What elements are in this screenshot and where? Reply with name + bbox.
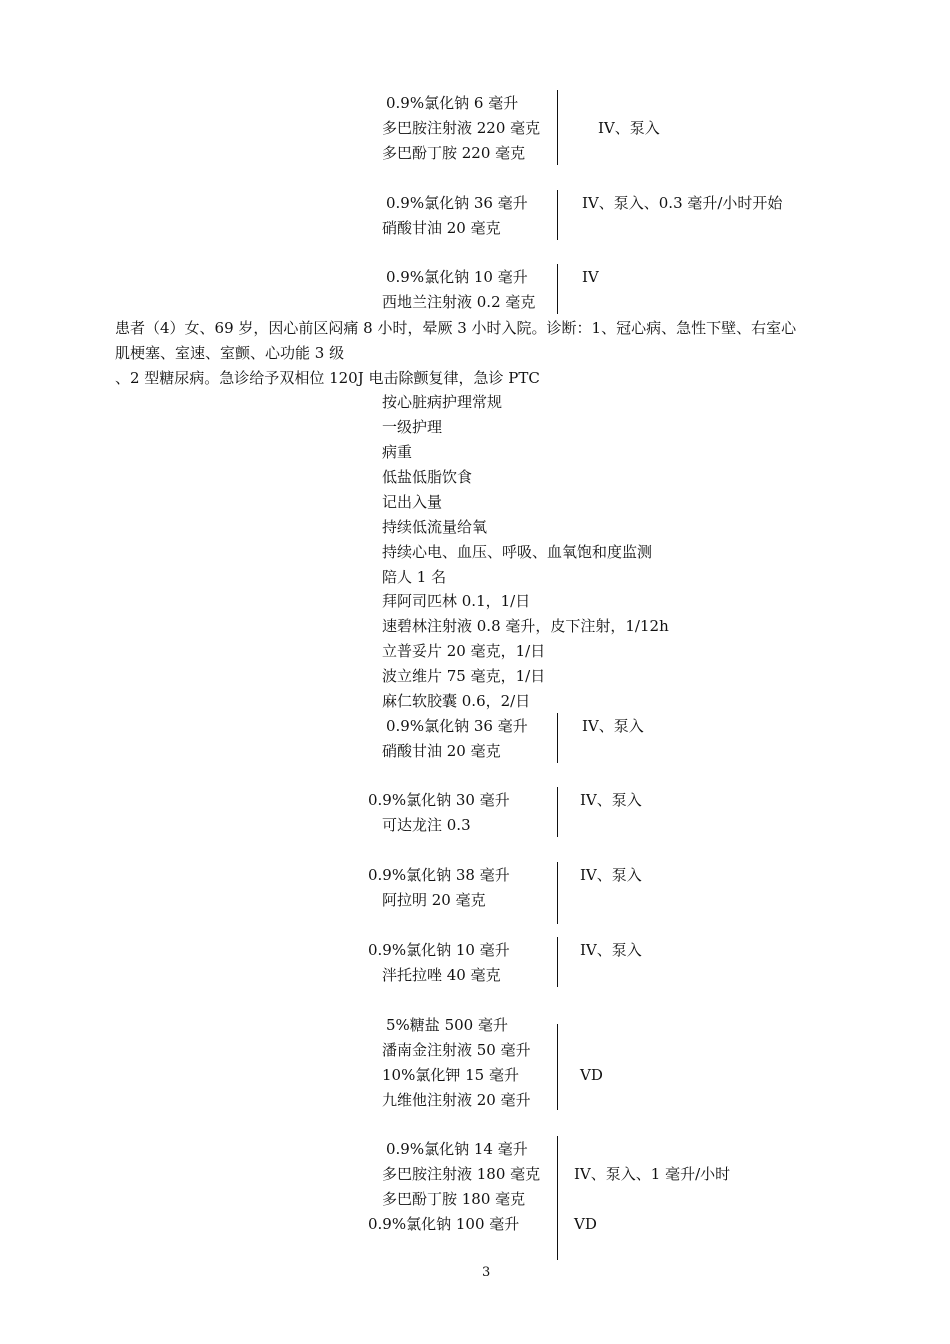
route-label: VD bbox=[580, 1066, 603, 1084]
patient-description-line: 肌梗塞、室速、室颤、心功能 3 级 bbox=[115, 344, 345, 362]
drug-line: 0.9%氯化钠 36 毫升 bbox=[386, 717, 528, 735]
drug-line: 泮托拉唑 40 毫克 bbox=[382, 966, 501, 984]
route-label: IV bbox=[582, 268, 599, 286]
order-item: 持续心电、血压、呼吸、血氧饱和度监测 bbox=[382, 543, 653, 561]
drug-line: 硝酸甘油 20 毫克 bbox=[382, 742, 501, 760]
drug-line: 多巴胺注射液 220 毫克 bbox=[382, 119, 541, 137]
order-item: 低盐低脂饮食 bbox=[382, 468, 473, 486]
order-item: 按心脏病护理常规 bbox=[382, 393, 503, 411]
route-label: IV、泵入 bbox=[580, 941, 642, 959]
bracket-divider bbox=[557, 862, 558, 924]
drug-line: 0.9%氯化钠 10 毫升 bbox=[368, 941, 510, 959]
bracket-divider bbox=[557, 264, 558, 314]
route-label: VD bbox=[574, 1215, 597, 1233]
drug-line: 多巴酚丁胺 180 毫克 bbox=[382, 1190, 526, 1208]
drug-line: 0.9%氯化钠 6 毫升 bbox=[386, 94, 519, 112]
drug-line: 0.9%氯化钠 38 毫升 bbox=[368, 866, 510, 884]
drug-line: 10%氯化钾 15 毫升 bbox=[382, 1066, 519, 1084]
patient-description-line: 患者（4）女、69 岁，因心前区闷痛 8 小时，晕厥 3 小时入院。诊断：1、冠心病、急性下壁、右室心 bbox=[115, 319, 797, 337]
drug-line: 西地兰注射液 0.2 毫克 bbox=[382, 293, 536, 311]
page-number: 3 bbox=[482, 1265, 491, 1280]
drug-line: 多巴酚丁胺 220 毫克 bbox=[382, 144, 526, 162]
drug-line: 硝酸甘油 20 毫克 bbox=[382, 219, 501, 237]
drug-line: 0.9%氯化钠 100 毫升 bbox=[368, 1215, 520, 1233]
route-label: IV、泵入、1 毫升/小时 bbox=[574, 1165, 731, 1183]
drug-line: 潘南金注射液 50 毫升 bbox=[382, 1041, 531, 1059]
route-label: IV、泵入、0.3 毫升/小时开始 bbox=[582, 194, 783, 212]
bracket-divider bbox=[557, 787, 558, 837]
bracket-divider bbox=[557, 1136, 558, 1260]
route-label: IV、泵入 bbox=[582, 717, 644, 735]
bracket-divider bbox=[557, 713, 558, 763]
drug-line: 0.9%氯化钠 14 毫升 bbox=[386, 1140, 528, 1158]
bracket-divider bbox=[557, 90, 558, 165]
order-item: 速碧林注射液 0.8 毫升，皮下注射，1/12h bbox=[382, 617, 669, 635]
route-label: IV、泵入 bbox=[580, 791, 642, 809]
drug-line: 0.9%氯化钠 10 毫升 bbox=[386, 268, 528, 286]
drug-line: 5%糖盐 500 毫升 bbox=[386, 1016, 508, 1034]
drug-line: 阿拉明 20 毫克 bbox=[382, 891, 486, 909]
order-item: 麻仁软胶囊 0.6，2/日 bbox=[382, 692, 531, 710]
patient-description-line: 、2 型糖尿病。急诊给予双相位 120J 电击除颤复律，急诊 PTC bbox=[115, 369, 540, 387]
drug-line: 九维他注射液 20 毫升 bbox=[382, 1091, 531, 1109]
drug-line: 多巴胺注射液 180 毫克 bbox=[382, 1165, 541, 1183]
drug-line: 可达龙注 0.3 bbox=[382, 816, 471, 834]
route-label: IV、泵入 bbox=[580, 866, 642, 884]
order-item: 持续低流量给氧 bbox=[382, 518, 488, 536]
drug-line: 0.9%氯化钠 36 毫升 bbox=[386, 194, 528, 212]
order-item: 波立维片 75 毫克，1/日 bbox=[382, 667, 546, 685]
route-label: IV、泵入 bbox=[598, 119, 660, 137]
order-item: 陪人 1 名 bbox=[382, 568, 447, 586]
bracket-divider bbox=[557, 1024, 558, 1110]
bracket-divider bbox=[557, 190, 558, 240]
order-item: 立普妥片 20 毫克，1/日 bbox=[382, 642, 546, 660]
order-item: 记出入量 bbox=[382, 493, 443, 511]
order-item: 拜阿司匹林 0.1，1/日 bbox=[382, 592, 531, 610]
bracket-divider bbox=[557, 937, 558, 987]
drug-line: 0.9%氯化钠 30 毫升 bbox=[368, 791, 510, 809]
order-item: 病重 bbox=[382, 443, 413, 461]
order-item: 一级护理 bbox=[382, 418, 443, 436]
